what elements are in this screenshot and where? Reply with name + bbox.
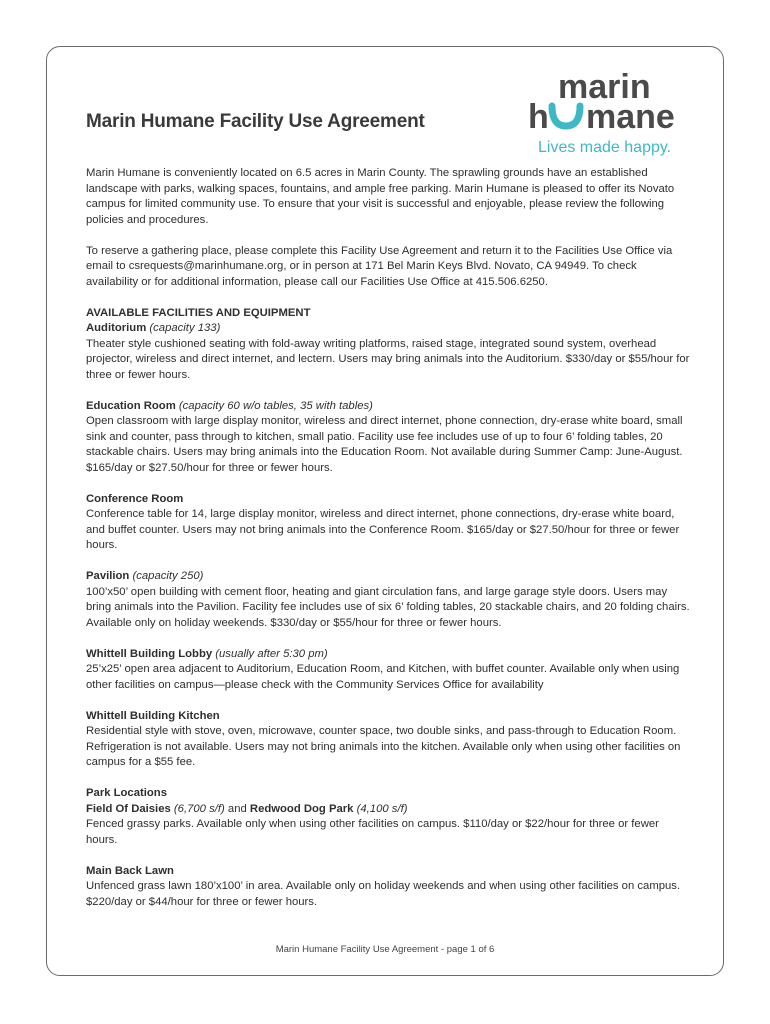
kitchen-desc: Residential style with stove, oven, microwave, counter space, two double sinks, and pass-through to Education Room. Refrigeration is not available. Users may not bring animals into the kitchen. Available only when using other facilities on campus for a $55 fee. [86, 725, 681, 768]
pavilion-desc: 100’x50’ open building with cement floor, heating and giant circulation fans, and large garage style doors. Users may bring animals into the Pavilion. Facility fee includes use of six 6’ folding tables, 20 stackable chairs, and 20 folding chairs. Available only on holiday weekends. $330/day or $55/hour for three or fewer hours. [86, 585, 690, 629]
lawn-desc: Unfenced grass lawn 180’x100’ in area. Available only on holiday weekends and when using other facilities on campus. $220/day or $44/hour for three or fewer hours. [86, 880, 681, 908]
conference-desc: Conference table for 14, large display monitor, wireless and direct internet, phone connections, dry-erase white board, and buffet counter. Users may not bring animals into the Conference Room. $165/day or $27.50/hour for three or fewer hours. [86, 508, 680, 551]
kitchen-heading: Whittell Building Kitchen [86, 709, 220, 722]
intro-paragraph: Marin Humane is conveniently located on 6.5 acres in Marin County. The sprawling grounds have an established landscape with parks, walking spaces, fountains, and ample free parking. Marin Humane is pleased to offer its Novato campus for limited community use. To ensure that your visit is successful and enjoyable, please review the following policies and procedures. [86, 167, 675, 226]
education-desc: Open classroom with large display monitor, wireless and direct internet, phone connection, dry-erase white board, small sink and counter, pass through to kitchen, small patio. Facility use fee includes use of up to four 6’ folding tables, 20 stackable chairs. Users may bring animals into the Education Room. Not available during Summer Camp: June-August. $165/day or $27.50/hour for three or fewer hours. [86, 415, 683, 474]
section-heading: AVAILABLE FACILITIES AND EQUIPMENT [86, 306, 311, 319]
facility-name: Pavilion [86, 570, 130, 582]
marin-humane-logo [528, 68, 700, 160]
parks-heading: Park Locations [86, 787, 167, 799]
logo-tagline: Lives made happy. [538, 139, 672, 156]
pavilion-heading [86, 569, 690, 585]
lawn-heading: Main Back Lawn [86, 864, 174, 877]
education-heading [86, 399, 690, 415]
parks-subheading [86, 802, 690, 818]
conference-heading: Conference Room [86, 492, 184, 505]
facility-name: Whittell Building Lobby [86, 647, 213, 660]
page-footer: Marin Humane Facility Use Agreement - page 1 of 6 [275, 944, 495, 955]
auditorium-heading [86, 321, 690, 337]
document-body [86, 166, 690, 910]
park-note: (4,100 s/f) [356, 802, 408, 815]
logo-word-h: h [528, 98, 549, 136]
facility-name: Auditorium [86, 322, 147, 334]
logo-word-marin: marin [558, 68, 651, 106]
lobby-desc: 25’x25’ open area adjacent to Auditorium, Education Room, and Kitchen, with buffet counter. Available only when using other facilities on campus—please check with the Community Services Office for availability [86, 663, 680, 691]
facility-note: (usually after 5:30 pm) [215, 647, 328, 660]
park-and: and [227, 802, 247, 815]
logo-word-mane: mane [586, 98, 675, 136]
facility-name: Education Room [86, 399, 176, 412]
facility-note: (capacity 60 w/o tables, 35 with tables) [178, 399, 373, 412]
parks-desc: Fenced grassy parks. Available only when using other facilities on campus. $110/day or $22/hour for three or fewer hours. [86, 818, 659, 846]
park-name: Redwood Dog Park [249, 802, 354, 815]
reserve-paragraph: To reserve a gathering place, please complete this Facility Use Agreement and return it to the Facilities Use Office via email to csrequests@marinhumane.org, or in person at 171 Bel Marin Keys Blvd. Novato, CA 94949. To check availability or for additional information, please call our Facilities Use Office at 415.506.6250. [86, 244, 673, 288]
park-name: Field Of Daisies [86, 802, 171, 815]
lobby-heading [86, 647, 690, 663]
facility-note: (capacity 133) [149, 322, 221, 334]
park-note: (6,700 s/f) [173, 802, 225, 815]
smile-icon [552, 106, 580, 126]
facility-note: (capacity 250) [132, 570, 204, 582]
auditorium-desc: Theater style cushioned seating with fold-away writing platforms, raised stage, integrated sound system, overhead projector, wireless and direct internet, and lectern. Users may bring animals into the Auditorium. $330/day or $55/hour for three or fewer hours. [86, 337, 690, 381]
page-title: Marin Humane Facility Use Agreement [86, 111, 425, 132]
